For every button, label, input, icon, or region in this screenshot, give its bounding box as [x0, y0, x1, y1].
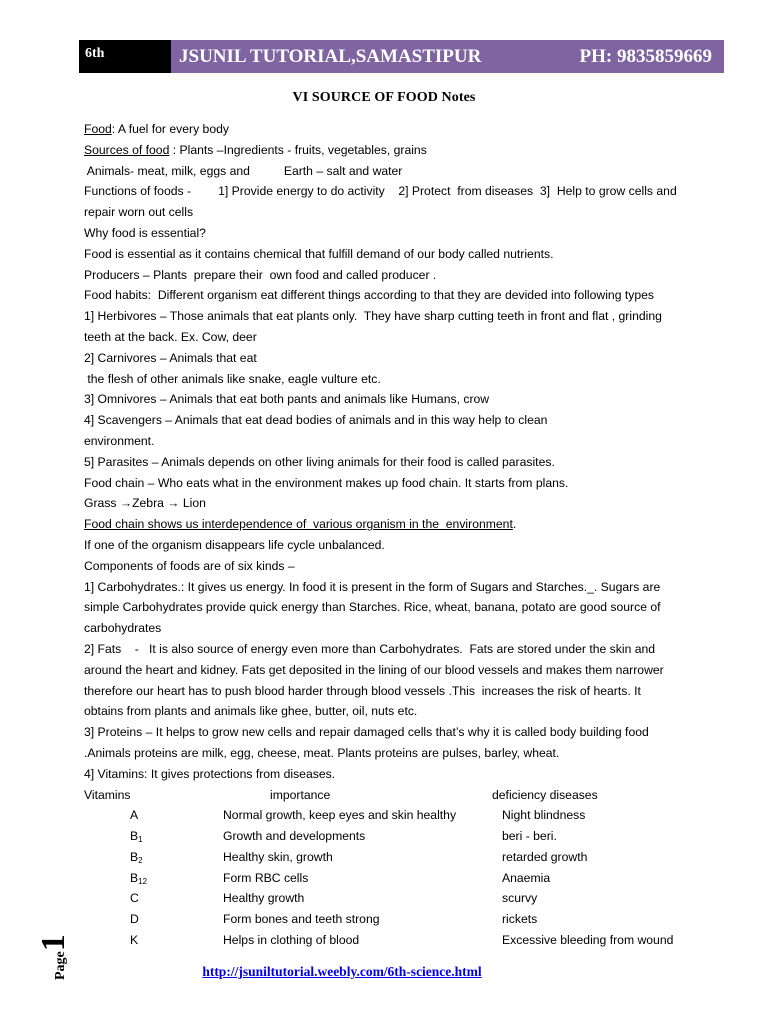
line-functions-cont: repair worn out cells — [84, 205, 194, 220]
institute-name: JSUNIL TUTORIAL,SAMASTIPUR — [179, 45, 482, 67]
line-herbivores-cont: teeth at the back. Ex. Cow, deer — [84, 329, 257, 344]
line-sources — [84, 140, 724, 161]
vitamin-subscript: 12 — [138, 876, 148, 886]
interdependence-text: Food chain shows us interdependence of various organism in the environment — [84, 517, 513, 532]
line-fats-cont1: around the heart and kidney. Fats get deposited in the lining of our blood vessels and makes them narrower — [84, 662, 664, 677]
vitamin-subscript: 2 — [138, 855, 143, 865]
line-essential-answer: Food is essential as it contains chemical that fulfill demand of our body called nutrients. — [84, 246, 554, 261]
vitamin-deficiency: beri - beri. — [502, 829, 557, 844]
grade-label: 6th — [79, 40, 171, 73]
vitamin-name — [130, 888, 139, 909]
vitamin-letter: C — [130, 891, 139, 906]
line-fats-cont2: therefore our heart has to push blood harder through blood vessels .This increases the risk of hearts. It — [84, 683, 641, 698]
vitamin-deficiency: Excessive bleeding from wound — [502, 933, 674, 948]
interdependence-period: . — [512, 517, 517, 532]
vitamin-importance: Healthy growth — [223, 891, 305, 906]
vitamin-deficiency: rickets — [502, 912, 538, 927]
vitamin-name — [130, 868, 147, 889]
line-scavengers-cont: environment. — [84, 433, 155, 448]
vitamin-letter: B — [130, 829, 139, 844]
vitamin-row — [84, 930, 724, 951]
vitamin-row — [84, 847, 724, 868]
header-vitamins: Vitamins — [84, 787, 131, 802]
line-carnivores: 2] Carnivores – Animals that eat — [84, 350, 257, 365]
vitamin-letter: B — [130, 870, 139, 885]
vitamin-importance: Helps in clothing of blood — [223, 933, 360, 948]
page-header — [79, 40, 724, 73]
line-herbivores: 1] Herbivores – Those animals that eat plants only. They have sharp cutting teeth in front and flat , grinding — [84, 309, 662, 324]
line-food-chain-example: Grass →Zebra → Lion — [84, 496, 206, 511]
line-animals-earth: Animals- meat, milk, eggs and Earth – salt and water — [84, 163, 403, 178]
vitamin-importance: Form RBC cells — [223, 870, 309, 885]
sources-label: Sources of food — [84, 142, 170, 157]
line-why-essential: Why food is essential? — [84, 225, 206, 240]
vitamin-importance: Growth and developments — [223, 829, 366, 844]
line-fats: 2] Fats - It is also source of energy even more than Carbohydrates. Fats are stored under the skin and — [84, 641, 656, 656]
line-food-chain: Food chain – Who eats what in the environment makes up food chain. It starts from plans. — [84, 475, 569, 490]
vitamin-table-header — [84, 785, 724, 806]
vitamin-subscript: 1 — [138, 835, 143, 845]
page-word: Page — [53, 951, 68, 980]
footer-link[interactable]: http://jsuniltutorial.weebly.com/6th-science.html — [202, 964, 482, 979]
sources-text: : Plants –Ingredients - fruits, vegetables, grains — [169, 142, 427, 157]
vitamin-row — [84, 868, 724, 889]
vitamin-name — [130, 805, 138, 826]
line-components: Components of foods are of six kinds – — [84, 558, 295, 573]
line-proteins-cont: .Animals proteins are milk, egg, cheese, meat. Plants proteins are pulses, barley, wheat. — [84, 745, 560, 760]
vitamin-name — [130, 826, 143, 847]
vitamin-table-body — [84, 805, 724, 951]
line-carnivores-cont: the flesh of other animals like snake, eagle vulture etc. — [84, 371, 381, 386]
vitamin-letter: K — [130, 933, 139, 948]
line-vitamins: 4] Vitamins: It gives protections from diseases. — [84, 766, 336, 781]
vitamin-letter: D — [130, 912, 139, 927]
phone-number: PH: 9835859669 — [579, 45, 712, 67]
line-scavengers: 4] Scavengers – Animals that eat dead bodies of animals and in this way help to clean — [84, 413, 548, 428]
line-food — [84, 119, 724, 140]
food-label: Food — [84, 122, 112, 136]
vitamin-importance: Form bones and teeth strong — [223, 912, 380, 927]
line-functions: Functions of foods - 1] Provide energy to do activity 2] Protect from diseases 3] Help to grow cells and — [84, 184, 677, 199]
vitamin-importance: Healthy skin, growth — [223, 849, 333, 864]
food-definition: : A fuel for every body — [111, 122, 229, 136]
line-carbohydrates-cont: simple Carbohydrates provide quick energy than Starches. Rice, wheat, banana, potato are good source of — [84, 600, 661, 615]
header-band — [171, 40, 724, 73]
notes-body — [84, 119, 724, 951]
header-deficiency: deficiency diseases — [492, 787, 598, 802]
line-carbohydrates: 1] Carbohydrates.: It gives us energy. In food it is present in the form of Sugars and Starches._. Sugars are — [84, 579, 661, 594]
page-title: VI SOURCE OF FOOD Notes — [292, 90, 476, 105]
line-carbohydrates-end: carbohydrates — [84, 621, 162, 636]
vitamin-deficiency: retarded growth — [502, 849, 588, 864]
line-proteins: 3] Proteins – It helps to grow new cells and repair damaged cells that’s why it is called body building food — [84, 725, 649, 740]
page-number: 1 — [35, 934, 72, 952]
line-unbalanced: If one of the organism disappears life cycle unbalanced. — [84, 537, 385, 552]
vitamin-row — [84, 888, 724, 909]
line-fats-cont3: obtains from plants and animals like ghee, butter, oil, nuts etc. — [84, 704, 418, 719]
vitamin-name — [130, 909, 139, 930]
vitamin-deficiency: scurvy — [502, 891, 538, 906]
vitamin-letter: B — [130, 849, 139, 864]
vitamin-name — [130, 930, 138, 951]
vitamin-letter: A — [130, 808, 139, 823]
vitamin-importance: Normal growth, keep eyes and skin healthy — [223, 808, 457, 823]
vitamin-row — [84, 909, 724, 930]
vitamin-row — [84, 826, 724, 847]
vitamin-name — [130, 847, 143, 868]
header-importance: importance — [270, 787, 331, 802]
vitamin-row — [84, 805, 724, 826]
line-parasites: 5] Parasites – Animals depends on other living animals for their food is called parasites. — [84, 454, 555, 469]
line-producers: Producers – Plants prepare their own food and called producer . — [84, 267, 437, 282]
vitamin-deficiency: Anaemia — [502, 870, 551, 885]
line-food-habits: Food habits: Different organism eat different things according to that they are devided into following types — [84, 288, 654, 303]
line-interdependence — [84, 514, 724, 535]
page-footer — [0, 964, 684, 980]
vitamin-deficiency: Night blindness — [502, 808, 586, 823]
line-omnivores: 3] Omnivores – Animals that eat both pants and animals like Humans, crow — [84, 392, 490, 407]
